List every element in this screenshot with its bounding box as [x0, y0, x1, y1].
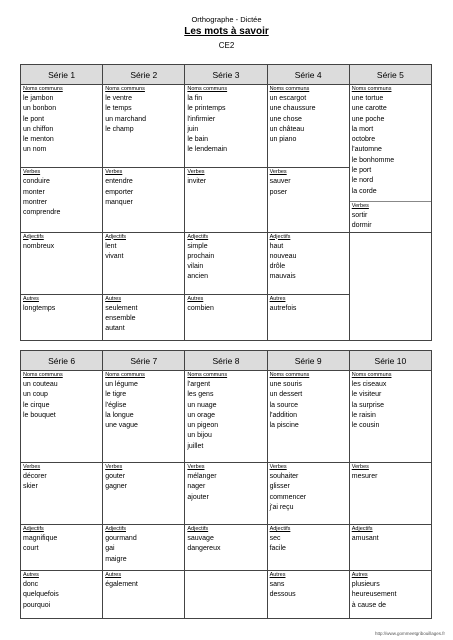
- word-item: facile: [269, 545, 286, 553]
- word-item: la source: [269, 401, 298, 409]
- word-item: le jambon: [23, 95, 54, 102]
- cell-autres: [21, 571, 103, 619]
- cell-adjectifs: [349, 525, 431, 571]
- word-list: [268, 93, 349, 145]
- word-item: l'addition: [269, 411, 297, 419]
- word-item: le visiteur: [351, 391, 382, 399]
- word-list: [103, 176, 184, 208]
- word-item: sauvage: [187, 535, 214, 542]
- word-item: gagner: [105, 483, 127, 491]
- cell-noms: [103, 85, 185, 168]
- word-item: le tigre: [105, 391, 127, 399]
- word-item: pourquoi: [23, 601, 51, 609]
- word-list: [21, 93, 102, 156]
- word-item: le nord: [351, 177, 374, 185]
- word-item: la piscine: [269, 422, 299, 430]
- word-item: le bonhomme: [351, 156, 395, 164]
- cell-noms: [103, 371, 185, 463]
- word-item: nager: [187, 483, 206, 491]
- word-item: un marchand: [105, 115, 147, 123]
- word-list: [103, 93, 184, 135]
- word-item: les ciseaux: [351, 381, 387, 388]
- word-list: [350, 579, 431, 611]
- word-item: une poche: [351, 115, 385, 123]
- word-item: entendre: [105, 178, 133, 186]
- word-item: drôle: [269, 263, 286, 271]
- category-label: Adjectifs: [187, 233, 209, 240]
- word-list: [185, 303, 266, 314]
- word-item: à cause de: [351, 601, 386, 609]
- grade-level: CE2: [218, 41, 235, 50]
- word-list: [103, 241, 184, 263]
- word-item: octobre: [351, 136, 376, 144]
- word-item: vivant: [105, 252, 124, 260]
- word-item: mélanger: [187, 473, 217, 480]
- word-item: un dessert: [269, 391, 303, 399]
- word-item: le bain: [187, 136, 209, 144]
- cell-adjectifs: [21, 525, 103, 571]
- word-item: le pont: [23, 115, 45, 123]
- cell-verbes: [349, 463, 431, 525]
- row-adjectifs: [21, 232, 432, 294]
- category-label: Autres: [269, 295, 286, 302]
- category-label: Noms communs: [23, 86, 63, 92]
- word-list: [103, 471, 184, 493]
- cell-noms: [185, 85, 267, 168]
- word-list: [103, 303, 184, 335]
- cell-verbes: [103, 463, 185, 525]
- word-item: seulement: [105, 304, 138, 312]
- word-item: maigre: [105, 555, 127, 563]
- word-item: heureusement: [351, 591, 397, 599]
- word-item: comprendre: [23, 209, 61, 217]
- word-item: magnifique: [23, 535, 58, 542]
- word-list: [268, 303, 349, 314]
- word-item: sortir: [351, 211, 368, 219]
- word-list: [21, 471, 102, 493]
- category-label: Noms communs: [269, 86, 310, 92]
- word-item: sauver: [269, 178, 291, 186]
- word-item: commencer: [269, 493, 307, 501]
- cell-adjectifs: [267, 232, 349, 294]
- word-item: dangereux: [187, 545, 221, 553]
- word-item: mesurer: [351, 473, 378, 480]
- category-label: Verbes: [269, 169, 287, 176]
- word-item: poser: [269, 188, 288, 196]
- word-list: [185, 471, 266, 503]
- word-item: la corde: [351, 187, 377, 195]
- category-label: Autres: [23, 572, 39, 578]
- cell-autres: [103, 571, 185, 619]
- series-header: Série 2: [103, 65, 185, 85]
- word-list: [21, 241, 102, 252]
- word-item: le temps: [105, 105, 132, 113]
- cell-verbes: [185, 463, 267, 525]
- cell-adjectifs: [185, 525, 267, 571]
- cell-verbes: [267, 463, 349, 525]
- word-list: [21, 176, 102, 218]
- word-item: le lendemain: [187, 146, 228, 154]
- category-label: Adjectifs: [23, 526, 44, 532]
- category-label: Autres: [23, 295, 39, 302]
- word-list: [21, 379, 102, 421]
- row-noms: [21, 371, 432, 463]
- cell-verbes: [21, 463, 103, 525]
- category-label: Verbes: [105, 169, 123, 176]
- word-item: juillet: [187, 442, 204, 450]
- word-item: le champ: [105, 125, 134, 133]
- word-item: autrefois: [269, 304, 297, 312]
- word-item: également: [105, 581, 138, 588]
- word-list: [21, 303, 102, 314]
- word-item: la fin: [187, 95, 203, 102]
- word-item: dessous: [269, 591, 296, 599]
- word-item: l'argent: [187, 381, 211, 388]
- cell-verbes: [103, 168, 185, 232]
- category-label: Verbes: [351, 464, 369, 470]
- word-item: une carotte: [351, 105, 387, 113]
- word-item: haut: [269, 242, 284, 250]
- word-item: une tortue: [351, 95, 384, 102]
- category-label: Verbes: [351, 202, 369, 209]
- word-item: souhaiter: [269, 473, 299, 480]
- category-label: Noms communs: [269, 372, 310, 378]
- word-item: une vague: [105, 422, 138, 430]
- category-label: Adjectifs: [269, 233, 291, 240]
- word-item: le printemps: [187, 105, 226, 113]
- cell-autres: [267, 571, 349, 619]
- word-item: décorer: [23, 473, 47, 480]
- word-item: un orage: [187, 411, 216, 419]
- cell-adjectifs: [21, 232, 103, 294]
- series-header: Série 3: [185, 65, 267, 85]
- word-item: le ventre: [105, 95, 133, 102]
- category-label: Verbes: [23, 169, 41, 176]
- word-item: le cousin: [351, 422, 380, 430]
- series-header: Série 7: [103, 351, 185, 371]
- word-list: [185, 93, 266, 156]
- word-item: le raisin: [351, 411, 376, 419]
- word-list: [103, 579, 184, 590]
- word-item: la longue: [105, 411, 134, 419]
- cell-verbes: [21, 168, 103, 232]
- series-header: Série 5: [349, 65, 431, 85]
- word-item: le cirque: [23, 401, 50, 409]
- word-item: le menton: [23, 136, 54, 144]
- category-label: Verbes: [105, 464, 123, 470]
- series-header: Série 8: [185, 351, 267, 371]
- word-item: inviter: [187, 178, 207, 186]
- word-item: un nuage: [187, 401, 217, 409]
- word-item: un château: [269, 125, 305, 133]
- word-list: [268, 471, 349, 513]
- word-list: [350, 379, 431, 431]
- word-list: [21, 579, 102, 611]
- word-item: l'église: [105, 401, 127, 409]
- word-item: gouter: [105, 473, 126, 480]
- row-noms: [21, 85, 432, 168]
- word-item: ancien: [187, 273, 209, 281]
- word-table-2: [20, 350, 432, 619]
- word-item: vilain: [187, 263, 204, 271]
- word-item: autant: [105, 325, 125, 333]
- cell-verbes: [185, 168, 267, 232]
- word-item: gai: [105, 545, 115, 553]
- series-header: Série 10: [349, 351, 431, 371]
- cell-noms: [21, 371, 103, 463]
- word-item: simple: [187, 242, 208, 250]
- page-subject: Orthographe - Dictée: [191, 15, 262, 24]
- word-item: sans: [269, 581, 285, 588]
- word-table-1: [20, 64, 432, 341]
- word-item: ensemble: [105, 314, 136, 322]
- word-item: une souris: [269, 381, 302, 388]
- word-item: nombreux: [23, 242, 55, 250]
- word-item: un nom: [23, 146, 47, 154]
- row-verbes: [21, 463, 432, 525]
- category-label: Noms communs: [23, 372, 63, 378]
- row-autres: [21, 571, 432, 619]
- word-list: [268, 533, 349, 555]
- word-list: [103, 533, 184, 565]
- category-label: Autres: [105, 295, 122, 302]
- word-item: combien: [187, 304, 214, 312]
- word-item: un escargot: [269, 95, 307, 102]
- word-item: manquer: [105, 198, 133, 206]
- category-label: Verbes: [23, 464, 41, 470]
- category-label: Autres: [351, 572, 368, 578]
- cell-empty: [349, 232, 431, 340]
- word-item: gourmand: [105, 535, 137, 542]
- page-title: Les mots à savoir: [184, 26, 269, 37]
- category-label: Noms communs: [105, 86, 145, 92]
- cell-autres: [185, 294, 267, 340]
- cell-noms: [267, 85, 349, 168]
- cell-noms: [185, 371, 267, 463]
- series-header: Série 6: [21, 351, 103, 371]
- category-label: Adjectifs: [23, 233, 44, 240]
- word-list: [268, 241, 349, 283]
- cell-adjectifs: [103, 232, 185, 294]
- row-adjectifs: [21, 525, 432, 571]
- word-item: sec: [269, 535, 281, 542]
- word-item: glisser: [269, 483, 290, 491]
- category-label: Verbes: [187, 464, 205, 470]
- category-label: Noms communs: [351, 372, 392, 378]
- word-item: skier: [23, 483, 38, 491]
- cell-autres: [103, 294, 185, 340]
- cell-noms: [21, 85, 103, 168]
- site-url: http://www.gommeetgribouillages.fr: [374, 631, 445, 636]
- word-list: [185, 241, 266, 283]
- cell-noms: [349, 371, 431, 463]
- category-label: Verbes: [187, 169, 205, 176]
- word-list: [350, 93, 431, 197]
- word-item: une chose: [269, 115, 302, 123]
- cell-noms-verbes: [349, 85, 431, 233]
- word-list: [268, 176, 349, 198]
- word-list: [103, 379, 184, 431]
- category-label: Verbes: [269, 464, 287, 470]
- word-item: la surprise: [351, 401, 385, 409]
- word-item: mauvais: [269, 273, 296, 281]
- word-list: [268, 579, 349, 601]
- series-header: Série 1: [21, 65, 103, 85]
- word-list: [350, 471, 431, 482]
- category-label: Noms communs: [351, 86, 392, 92]
- cell-autres: [349, 571, 431, 619]
- word-item: le bouquet: [23, 411, 56, 419]
- word-item: un coup: [23, 391, 48, 399]
- series-header: Série 9: [267, 351, 349, 371]
- cell-empty: [185, 571, 267, 619]
- cell-autres: [267, 294, 349, 340]
- word-list: [185, 533, 266, 555]
- word-item: un légume: [105, 381, 138, 388]
- cell-adjectifs: [267, 525, 349, 571]
- category-label: Adjectifs: [105, 233, 126, 240]
- word-list: [350, 210, 431, 232]
- word-list: [185, 379, 266, 452]
- cell-adjectifs: [103, 525, 185, 571]
- word-item: la mort: [351, 125, 374, 133]
- word-list: [21, 533, 102, 555]
- word-item: les gens: [187, 391, 214, 399]
- word-item: quelquefois: [23, 591, 59, 599]
- word-item: une chaussure: [269, 105, 316, 113]
- word-item: longtemps: [23, 304, 56, 312]
- cell-verbes: [267, 168, 349, 232]
- word-item: un bijou: [187, 432, 212, 440]
- word-item: emporter: [105, 188, 134, 196]
- word-item: j'ai reçu: [269, 503, 294, 511]
- word-item: un piano: [269, 136, 297, 144]
- category-label: Noms communs: [105, 372, 145, 378]
- category-label: Noms communs: [187, 86, 228, 92]
- word-item: un couteau: [23, 381, 58, 388]
- word-item: lent: [105, 242, 117, 250]
- word-item: donc: [23, 581, 39, 588]
- word-item: conduire: [23, 178, 50, 186]
- word-item: l'infirmier: [187, 115, 216, 123]
- category-label: Autres: [269, 572, 286, 578]
- word-item: montrer: [23, 198, 48, 206]
- word-list: [185, 176, 266, 187]
- word-item: un pigeon: [187, 422, 219, 430]
- word-item: plusieurs: [351, 581, 380, 588]
- series-header: Série 4: [267, 65, 349, 85]
- word-item: le port: [351, 167, 372, 175]
- word-list: [268, 379, 349, 431]
- word-item: ajouter: [187, 493, 209, 501]
- cell-adjectifs: [185, 232, 267, 294]
- word-item: dormir: [351, 222, 372, 230]
- category-label: Adjectifs: [269, 526, 291, 532]
- word-item: nouveau: [269, 252, 297, 260]
- word-list: [350, 533, 431, 544]
- word-item: un bonbon: [23, 105, 57, 113]
- cell-autres: [21, 294, 103, 340]
- category-label: Autres: [187, 295, 204, 302]
- cell-noms: [267, 371, 349, 463]
- category-label: Noms communs: [187, 372, 228, 378]
- word-item: l'automne: [351, 146, 382, 154]
- category-label: Adjectifs: [187, 526, 209, 532]
- word-item: un chiffon: [23, 125, 54, 133]
- word-item: monter: [23, 188, 45, 196]
- category-label: Adjectifs: [351, 526, 373, 532]
- category-label: Adjectifs: [105, 526, 126, 532]
- category-label: Autres: [105, 572, 122, 578]
- word-item: amusant: [351, 535, 379, 542]
- word-item: court: [23, 545, 39, 553]
- word-item: juin: [187, 125, 199, 133]
- word-item: prochain: [187, 252, 215, 260]
